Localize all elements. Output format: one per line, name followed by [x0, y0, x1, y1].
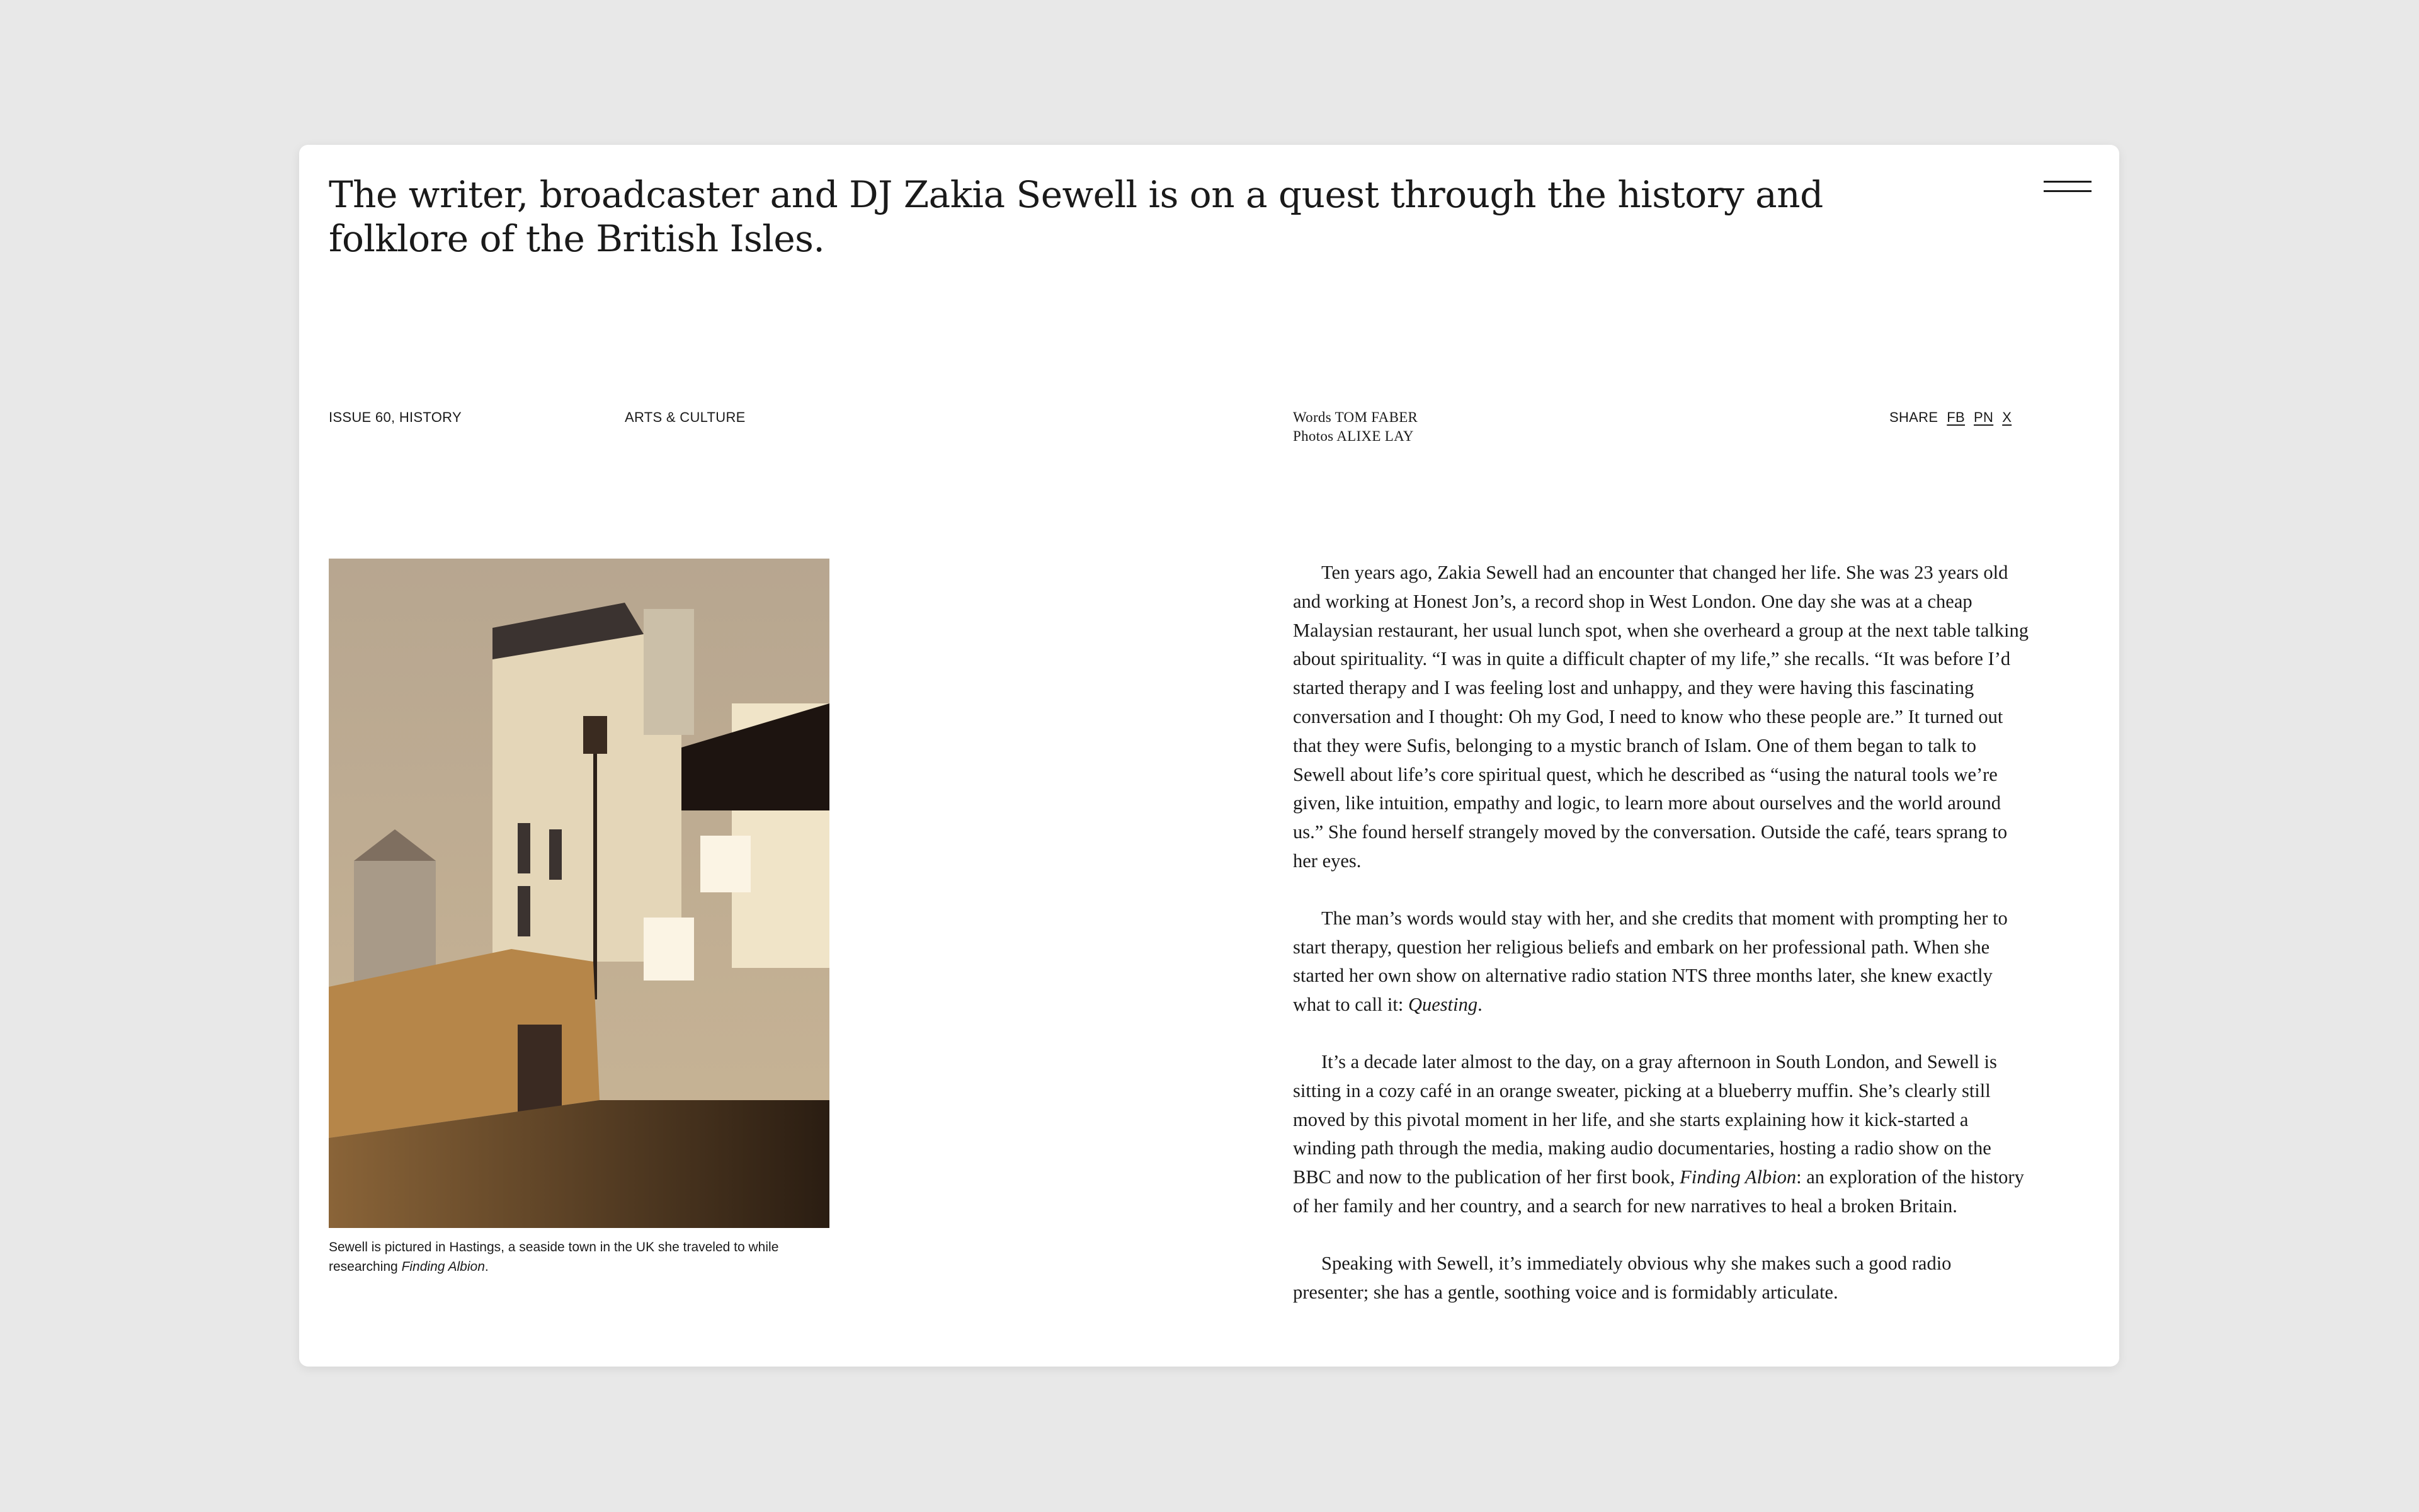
article-headline: The writer, broadcaster and DJ Zakia Sewell is on a quest through the history and folklore of the British Isles.	[329, 173, 1823, 260]
section-link[interactable]: ARTS & CULTURE	[625, 409, 746, 425]
article-credits	[1293, 408, 1418, 446]
show-title: Questing	[1408, 994, 1478, 1016]
share-label: SHARE	[1889, 409, 1938, 425]
caption-text: Sewell is pictured in Hastings, a seaside town in the UK she traveled to while researching	[329, 1240, 779, 1274]
caption-end: .	[484, 1259, 489, 1274]
photos-label: Photos	[1293, 428, 1334, 444]
paragraph-2-text: The man’s words would stay with her, and she credits that moment with prompting her to start therapy, question her religious beliefs and embark on her professional path. When she started her own show on alternative radio station NTS three months later, she knew exactly what to call it:	[1293, 907, 2008, 1016]
article-photo	[329, 559, 829, 1228]
article-paragraph-3	[1293, 1048, 2030, 1221]
article-page	[299, 145, 2119, 1367]
article-body	[1293, 559, 2030, 1335]
book-title: Finding Albion	[1680, 1166, 1797, 1188]
share-facebook-link[interactable]: FB	[1947, 409, 1966, 425]
caption-book-title: Finding Albion	[401, 1259, 485, 1274]
paragraph-3-text: It’s a decade later almost to the day, on a gray afternoon in South London, and Sewell is sitting in a cozy café in an orange sweater, picking at a blueberry muffin. She’s clearly still moved by this pivotal moment in her life, and she starts explaining how it kick-started a winding path through the media, making audio documentaries, hosting a radio show on the BBC and now to the publication of her first book,	[1293, 1050, 1997, 1188]
article-paragraph-1: Ten years ago, Zakia Sewell had an encounter that changed her life. She was 23 years old and working at Honest Jon’s, a record shop in West London. One day she was at a cheap Malaysian restaurant, her usual lunch spot, when she overheard a group at the next table talking about spirituality. “I was in quite a difficult chapter of my life,” she recalls. “It was before I’d started therapy and I was feeling lost and unhappy, and they were having this fascinating conversation and I thought: Oh my God, I need to know who these people are.” It turned out that they were Sufis, belonging to a mystic branch of Islam. One of them began to talk to Sewell about life’s core spiritual quest, which he described as “using the natural tools we’re given, like intuition, empathy and logic, to learn more about ourselves and the world around us.” She found herself strangely moved by the conversation. Outside the café, tears sprang to her eyes.	[1293, 562, 2029, 872]
share-pinterest-link[interactable]: PN	[1974, 409, 1994, 425]
article-paragraph-4: Speaking with Sewell, it’s immediately obvious why she makes such a good radio presenter; she has a gentle, soothing voice and is formidably articulate.	[1293, 1252, 1952, 1303]
paragraph-3-end: : an exploration of the history of her family and her country, and a search for new narratives to heal a broken Britain.	[1293, 1166, 2024, 1217]
photo-caption	[329, 1237, 845, 1276]
photos-credit	[1293, 427, 1418, 446]
issue-link[interactable]: ISSUE 60, HISTORY	[329, 409, 462, 425]
share-x-link[interactable]: X	[2002, 409, 2012, 425]
paragraph-2-end: .	[1477, 994, 1483, 1016]
words-label: Words	[1293, 409, 1331, 425]
article-paragraph-2	[1293, 904, 2030, 1020]
words-credit	[1293, 408, 1418, 427]
words-author: TOM FABER	[1335, 409, 1418, 425]
photos-author: ALIXE LAY	[1336, 428, 1414, 444]
menu-button[interactable]	[2042, 176, 2093, 199]
share-bar	[1889, 408, 2012, 427]
